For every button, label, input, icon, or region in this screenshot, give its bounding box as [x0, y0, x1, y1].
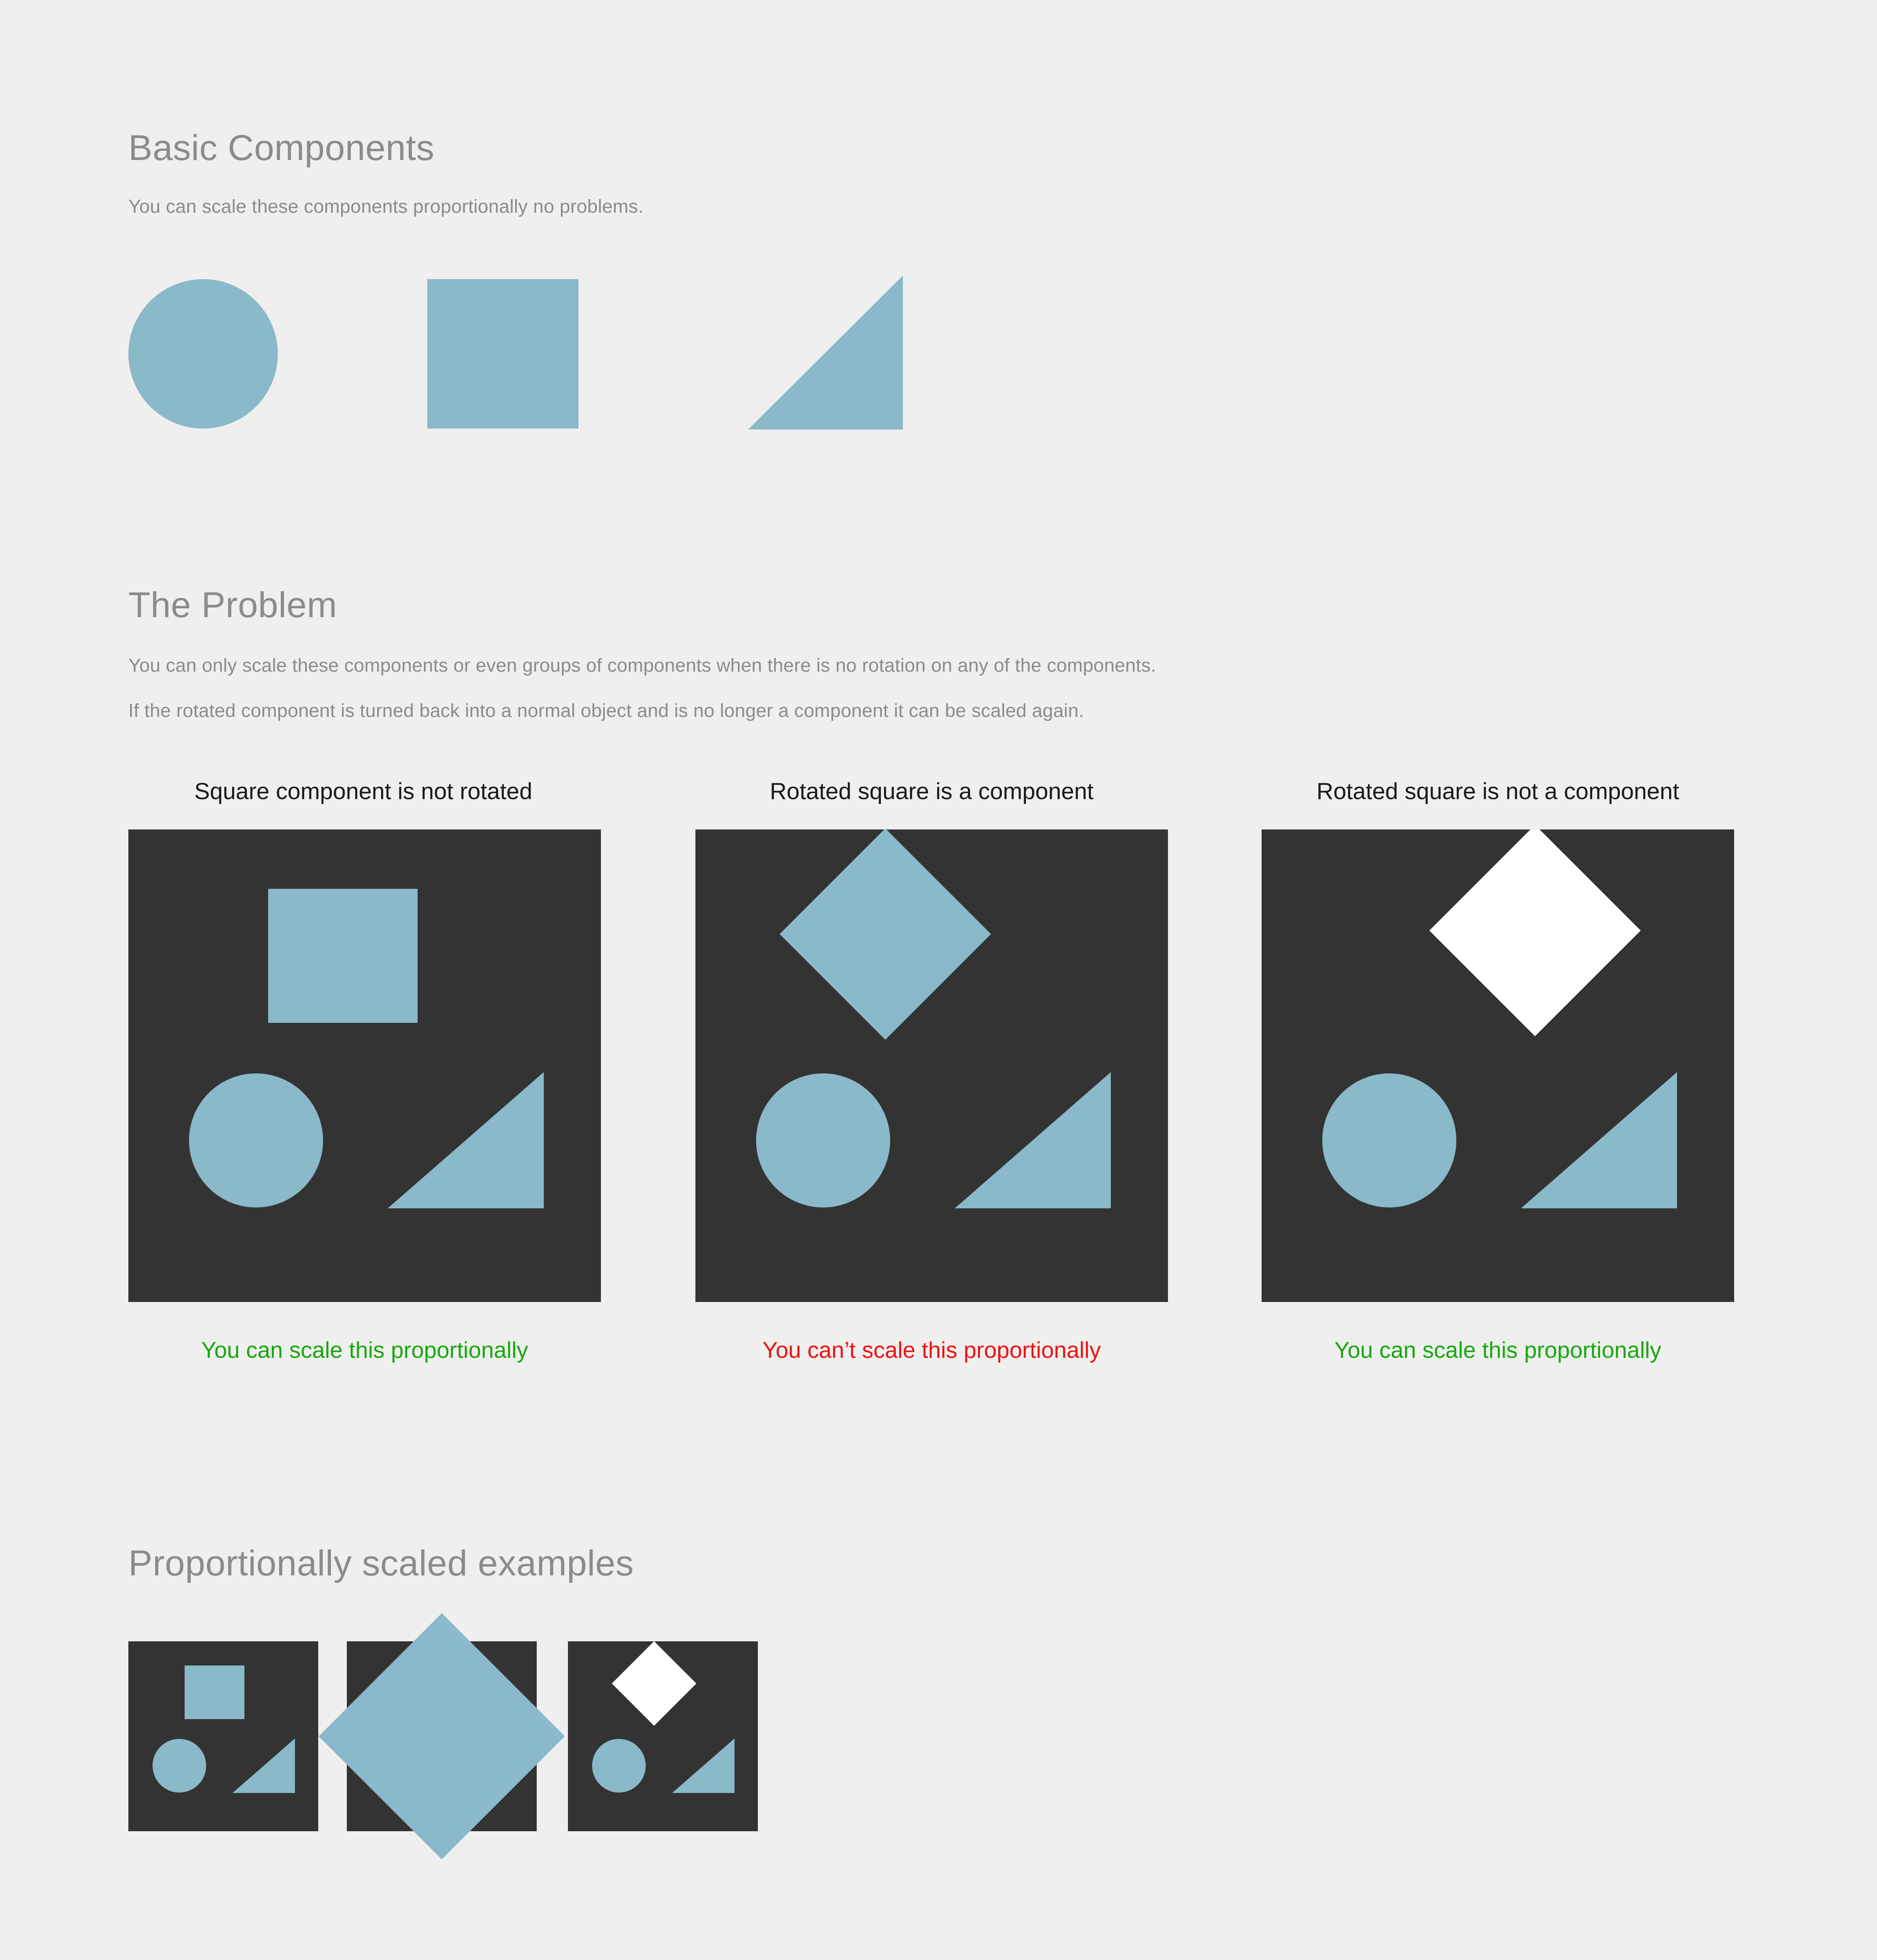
- canvas-triangle-shape: [388, 1072, 544, 1208]
- basic-square-shape: [427, 279, 578, 429]
- thumb-triangle-shape: [672, 1738, 735, 1793]
- problem-title: The Problem: [128, 585, 337, 625]
- card-title: Rotated square is not a component: [1317, 778, 1679, 804]
- thumb-triangle-shape: [233, 1738, 295, 1793]
- card-caption: You can’t scale this proportionally: [762, 1338, 1101, 1363]
- card-square-not-rotated: [128, 778, 601, 1364]
- card-rotated-square-component: [695, 778, 1168, 1364]
- canvas-triangle-shape: [955, 1072, 1111, 1208]
- thumb-rotated-square-shape: [319, 1613, 565, 1859]
- canvas-circle-shape: [1322, 1073, 1456, 1207]
- thumb-circle-shape: [153, 1739, 206, 1793]
- basic-components-note: You can scale these components proportionally no problems.: [128, 196, 644, 217]
- canvas-triangle-shape: [1521, 1072, 1677, 1208]
- thumb-square-shape: [185, 1665, 244, 1719]
- problem-note-2: If the rotated component is turned back into a normal object and is no longer a component it can be scaled again.: [128, 700, 1084, 721]
- canvas-rotated-square-shape: [780, 829, 991, 1040]
- scaled-examples-title: Proportionally scaled examples: [128, 1543, 634, 1583]
- basic-components-section: [128, 127, 1755, 464]
- scaled-thumb-1: [128, 1641, 318, 1831]
- problem-note-1: You can only scale these components or even groups of components when there is no rotation on any of the components.: [128, 655, 1156, 676]
- card-caption: You can scale this proportionally: [1334, 1338, 1662, 1363]
- card-rotated-square-not-component: [1262, 778, 1734, 1364]
- card-title: Square component is not rotated: [194, 778, 532, 804]
- scaled-thumb-3: [568, 1641, 758, 1831]
- scaled-thumbs-row: [128, 1641, 1755, 1887]
- canvas-circle-shape: [756, 1073, 890, 1207]
- canvas-rotated-white-square-shape: [1430, 829, 1641, 1036]
- thumb-rotated-white-square-shape: [612, 1641, 696, 1726]
- basic-components-title: Basic Components: [128, 128, 435, 168]
- scaled-thumb-2: [347, 1641, 537, 1831]
- basic-circle-shape: [128, 279, 278, 429]
- problem-cards-row: [128, 778, 1755, 1437]
- card-canvas: [1262, 829, 1734, 1302]
- card-canvas: [695, 829, 1168, 1302]
- canvas-circle-shape: [189, 1073, 323, 1207]
- card-canvas: [128, 829, 601, 1302]
- problem-section: [128, 585, 1755, 722]
- thumb-circle-shape: [592, 1739, 646, 1793]
- canvas-square-shape: [268, 889, 418, 1023]
- scaled-examples-section: [128, 1543, 1755, 1887]
- card-caption: You can scale this proportionally: [201, 1338, 528, 1363]
- basic-shapes-row: [128, 279, 1755, 464]
- basic-triangle-shape: [748, 276, 903, 429]
- card-title: Rotated square is a component: [770, 778, 1094, 804]
